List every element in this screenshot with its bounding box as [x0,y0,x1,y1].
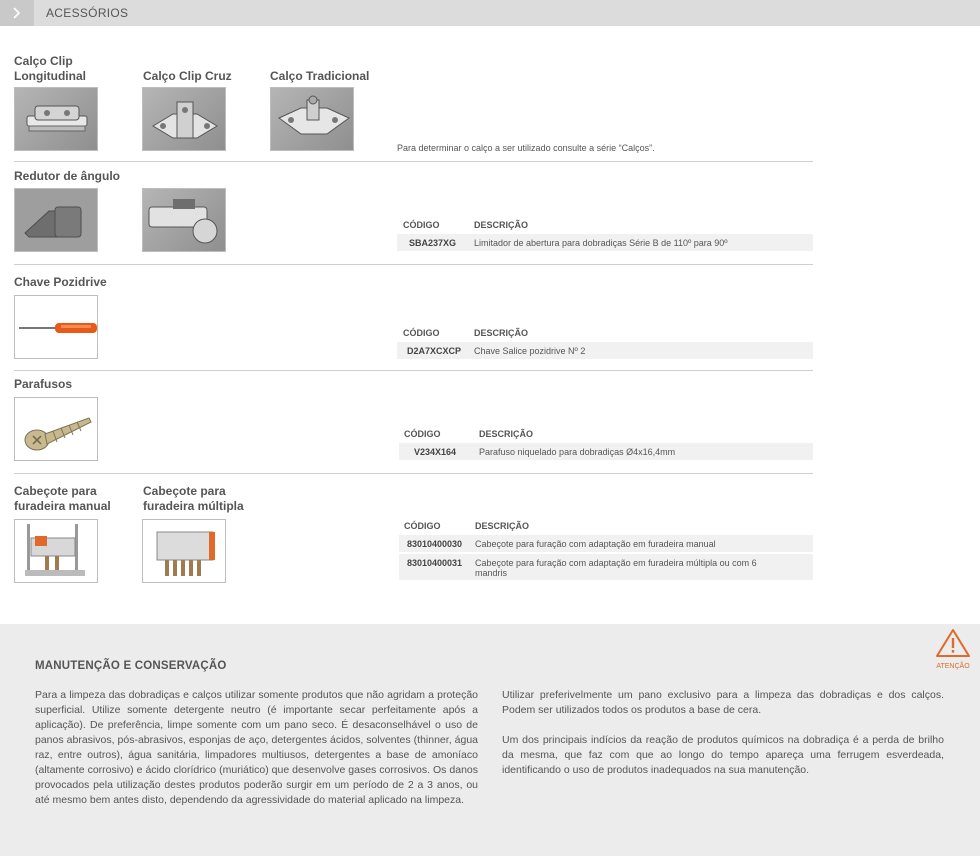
calco-tradicional-image [270,87,354,151]
calcos-note: Para determinar o calço a ser utilizado consulte a série “Calços”. [397,143,655,153]
section-header [0,0,980,26]
table-row [397,234,813,251]
desc-header: DESCRIÇÃO [475,521,530,531]
maintenance-right-column [502,688,944,793]
section-title: ACESSÓRIOS [46,6,129,20]
table-row [399,443,813,460]
table-row [399,535,813,552]
chave-image [14,295,98,359]
chave-table [397,326,813,360]
product-code: SBA237XG [409,238,457,248]
cabecote-manual-label: Cabeçote para furadeira manual [14,484,111,513]
parafusos-table [399,427,813,461]
code-header: CÓDIGO [404,429,441,439]
calco-clip-longitudinal-label: Calço Clip Longitudinal [14,54,86,83]
parafusos-label: Parafusos [14,377,73,391]
product-description: Chave Salice pozidrive Nº 2 [474,346,586,356]
parafusos-section [14,371,813,474]
calco-clip-longitudinal-image [14,87,98,151]
calcos-section [14,48,813,162]
cabecote-section [14,474,813,594]
product-description: Limitador de abertura para dobradiças Série B de 110º para 90º [474,238,728,248]
cabecote-manual-image [14,519,98,583]
table-row [397,342,813,359]
redutor-label: Redutor de ângulo [14,169,120,183]
maintenance-paragraph: Um dos principais indícios da reação de produtos químicos na dobradiça é a perda de brilho da mesma, que faz com que ao longo do tempo apareça uma ferrugem esverdeada, identificando o uso de produtos inadequados na sua manutenção. [502,734,944,776]
code-header: CÓDIGO [403,220,440,230]
table-row [399,554,813,580]
code-header: CÓDIGO [403,328,440,338]
maintenance-left-column [35,688,478,823]
warning-badge [930,628,976,670]
parafuso-image [14,397,98,461]
product-code: V234X164 [414,447,457,457]
product-description: Cabeçote para furação com adaptação em furadeira múltipla ou com 6 mandris [475,558,757,578]
maintenance-section [0,624,980,856]
calco-tradicional-label: Calço Tradicional [270,69,370,83]
product-description: Parafuso niquelado para dobradiças Ø4x16,4mm [479,447,676,457]
maintenance-paragraph: Para a limpeza das dobradiças e calços utilizar somente produtos que não agridam a proteção superficial. Utilize somente detergente neutro (é importante secar perfeitamente após a aplicação). De preferência, limpe somente com um pano seco. É desaconselhável o uso de panos abrasivos, pós-abrasivos, esponjas de aço, detergentes ácidos, solventes (thinner, água raz, entre outros), água sanitária, limpadores multiusos, detergentes a base de amoníaco (altamente corrosivo) e ácido clorídrico (muriático) que desenvolve gases corrosivos. Os danos provocados pela utilização destes produtos poderão surgir em um período de 2 a 3 anos, ou até mesmo bem antes disto, dependendo da agressividade do material aplicado na limpeza. [35,689,478,806]
cabecote-table [399,519,813,583]
calco-clip-cruz-label: Calço Clip Cruz [143,69,232,83]
calco-clip-cruz-image [142,87,226,151]
cabecote-multipla-image [142,519,226,583]
product-description: Cabeçote para furação com adaptação em furadeira manual [475,539,716,549]
desc-header: DESCRIÇÃO [474,220,529,230]
product-code: 83010400031 [407,558,463,568]
redutor-image [14,188,98,252]
product-code: 83010400030 [407,539,463,549]
code-header: CÓDIGO [404,521,441,531]
maintenance-paragraph: Utilizar preferivelmente um pano exclusivo para a limpeza das dobradiças e dos calços. Podem ser utilizados todos os produtos a base de cera. [502,689,944,716]
redutor-table [397,218,813,252]
warning-label: ATENÇÃO [936,663,970,670]
cabecote-multipla-label: Cabeçote para furadeira múltipla [143,484,244,513]
warning-icon [935,628,971,658]
redutor-hinge-image [142,188,226,252]
chevron-right-icon[interactable] [0,0,34,26]
chave-label: Chave Pozidrive [14,275,107,289]
desc-header: DESCRIÇÃO [479,429,534,439]
desc-header: DESCRIÇÃO [474,328,529,338]
chave-section [14,265,813,371]
maintenance-heading: MANUTENÇÃO E CONSERVAÇÃO [35,660,227,672]
product-code: D2A7XCXCP [407,346,462,356]
redutor-section [14,162,813,265]
